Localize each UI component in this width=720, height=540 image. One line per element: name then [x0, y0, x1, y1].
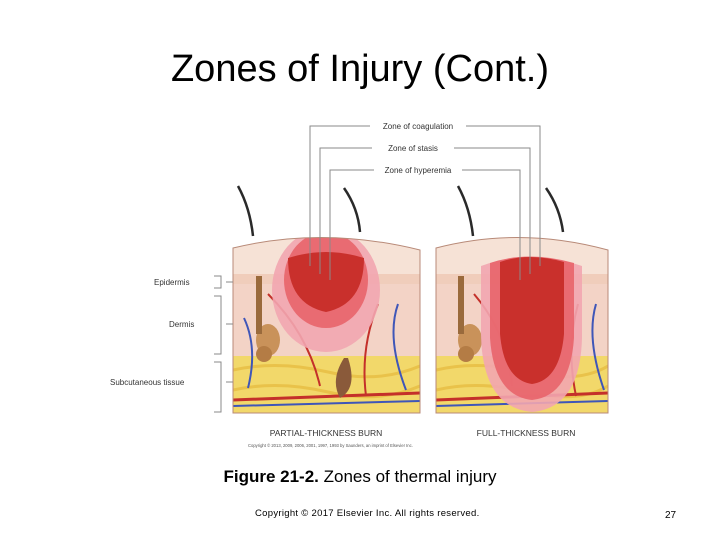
full-thickness-block: [436, 218, 611, 418]
page-number: 27: [665, 510, 677, 521]
layer-label-dermis: Dermis: [169, 320, 195, 329]
zone-label-stasis: Zone of stasis: [388, 144, 438, 153]
figure-caption: [0, 467, 720, 487]
layer-label-epidermis: Epidermis: [154, 278, 190, 287]
slide-title: Zones of Injury (Cont.): [170, 48, 550, 90]
full-thickness-label: FULL-THICKNESS BURN: [476, 428, 576, 438]
partial-thickness-block: [233, 218, 423, 418]
zone-label-coagulation: Zone of coagulation: [382, 122, 454, 131]
layer-label-subcutaneous: Subcutaneous tissue: [110, 378, 185, 387]
figure-number: Figure 21-2.: [223, 467, 319, 486]
figure-caption-text: Zones of thermal injury: [318, 467, 497, 486]
zone-label-hyperemia: Zone of hyperemia: [384, 166, 452, 175]
partial-thickness-label: PARTIAL-THICKNESS BURN: [269, 428, 383, 438]
figure-credit: Copyright © 2013, 2009, 2006, 2001, 1997, 1993 by Saunders, an imprint of Elsevier Inc.: [248, 443, 413, 448]
layer-brackets: [214, 276, 233, 412]
thermal-injury-figure: [108, 108, 620, 448]
copyright-notice: Copyright © 2017 Elsevier Inc. All rights reserved.: [255, 508, 480, 519]
